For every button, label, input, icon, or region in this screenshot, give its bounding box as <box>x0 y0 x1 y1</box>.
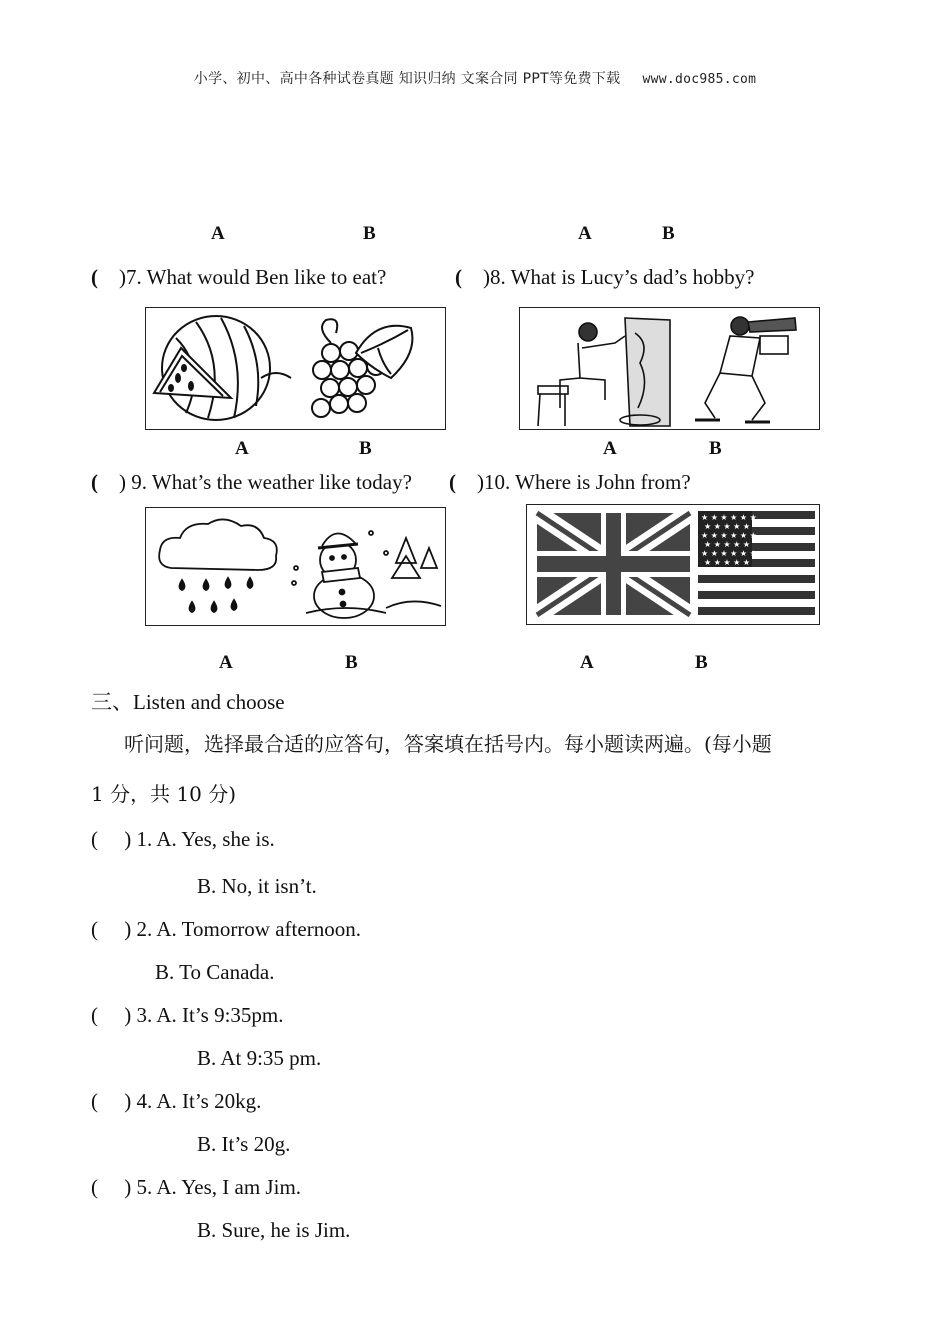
label-b: B <box>662 223 675 244</box>
svg-text:★ ★ ★ ★ ★ ★: ★ ★ ★ ★ ★ ★ <box>701 513 757 522</box>
section-3-instruction-cont: 1 分，共 10 分) <box>91 782 237 806</box>
listen-item-5-option-b: B. Sure, he is Jim. <box>197 1218 351 1242</box>
svg-text:★ ★ ★ ★ ★: ★ ★ ★ ★ ★ <box>704 540 751 549</box>
uk-flag-icon <box>537 513 690 615</box>
us-flag-icon <box>698 511 815 615</box>
q7-picture-box <box>145 307 446 430</box>
svg-text:★ ★ ★ ★ ★: ★ ★ ★ ★ ★ <box>704 522 751 531</box>
label-b: B <box>709 438 722 459</box>
svg-text:★ ★ ★ ★ ★ ★: ★ ★ ★ ★ ★ ★ <box>701 549 757 558</box>
listen-item-4: ( ) 4. A. It’s 20kg. <box>91 1089 262 1113</box>
question-8: ( )8. What is Lucy’s dad’s hobby? <box>455 265 755 289</box>
painting-photography-illustration <box>520 308 819 429</box>
header-text: 小学、初中、高中各种试卷真题 知识归纳 文案合同 PPT等免费下载 <box>193 71 621 87</box>
weather-illustration <box>146 508 445 625</box>
label-b: B <box>695 652 708 673</box>
rain-cloud-icon <box>159 519 277 570</box>
listen-item-1-option-b: B. No, it isn’t. <box>197 874 317 898</box>
grapes-icon <box>312 319 412 417</box>
listen-item-5: ( ) 5. A. Yes, I am Jim. <box>91 1175 302 1199</box>
label-b: B <box>363 223 376 244</box>
listen-item-1: ( ) 1. A. Yes, she is. <box>91 827 275 851</box>
svg-text:★ ★ ★ ★ ★ ★: ★ ★ ★ ★ ★ ★ <box>701 531 757 540</box>
snowy-tree-icon <box>386 538 441 608</box>
page-header <box>0 68 950 88</box>
header-url: www.doc985.com <box>642 72 757 87</box>
label-a: A <box>580 652 594 673</box>
question-7: ( )7. What would Ben like to eat? <box>91 265 387 289</box>
label-a: A <box>578 223 592 244</box>
raindrop-icon <box>180 578 253 612</box>
label-a: A <box>219 652 233 673</box>
q10-picture-box <box>526 504 820 625</box>
q9-picture-box <box>145 507 446 626</box>
watermelon-grapes-illustration <box>146 308 445 429</box>
snowman-icon <box>306 533 386 618</box>
listen-item-2-option-b: B. To Canada. <box>155 960 275 984</box>
label-b: B <box>345 652 358 673</box>
listen-item-4-option-b: B. It’s 20g. <box>197 1132 291 1156</box>
painter-icon <box>538 318 670 426</box>
label-a: A <box>235 438 249 459</box>
question-10: ( )10. Where is John from? <box>449 470 691 494</box>
flags-illustration <box>527 505 819 624</box>
section-3-instruction: 听问题，选择最合适的应答句，答案填在括号内。每小题读两遍。(每小题 <box>124 732 772 756</box>
svg-text:★ ★ ★ ★ ★: ★ ★ ★ ★ ★ <box>704 558 751 567</box>
section-3-title: 三、Listen and choose <box>91 690 285 714</box>
question-9: ( ) 9. What’s the weather like today? <box>91 470 412 494</box>
listen-item-3: ( ) 3. A. It’s 9:35pm. <box>91 1003 284 1027</box>
label-a: A <box>211 223 225 244</box>
listen-item-2: ( ) 2. A. Tomorrow afternoon. <box>91 917 361 941</box>
q8-picture-box <box>519 307 820 430</box>
label-b: B <box>359 438 372 459</box>
listen-item-3-option-b: B. At 9:35 pm. <box>197 1046 322 1070</box>
label-a: A <box>603 438 617 459</box>
watermelon-slice-icon <box>154 348 231 398</box>
photographer-icon <box>695 317 796 422</box>
